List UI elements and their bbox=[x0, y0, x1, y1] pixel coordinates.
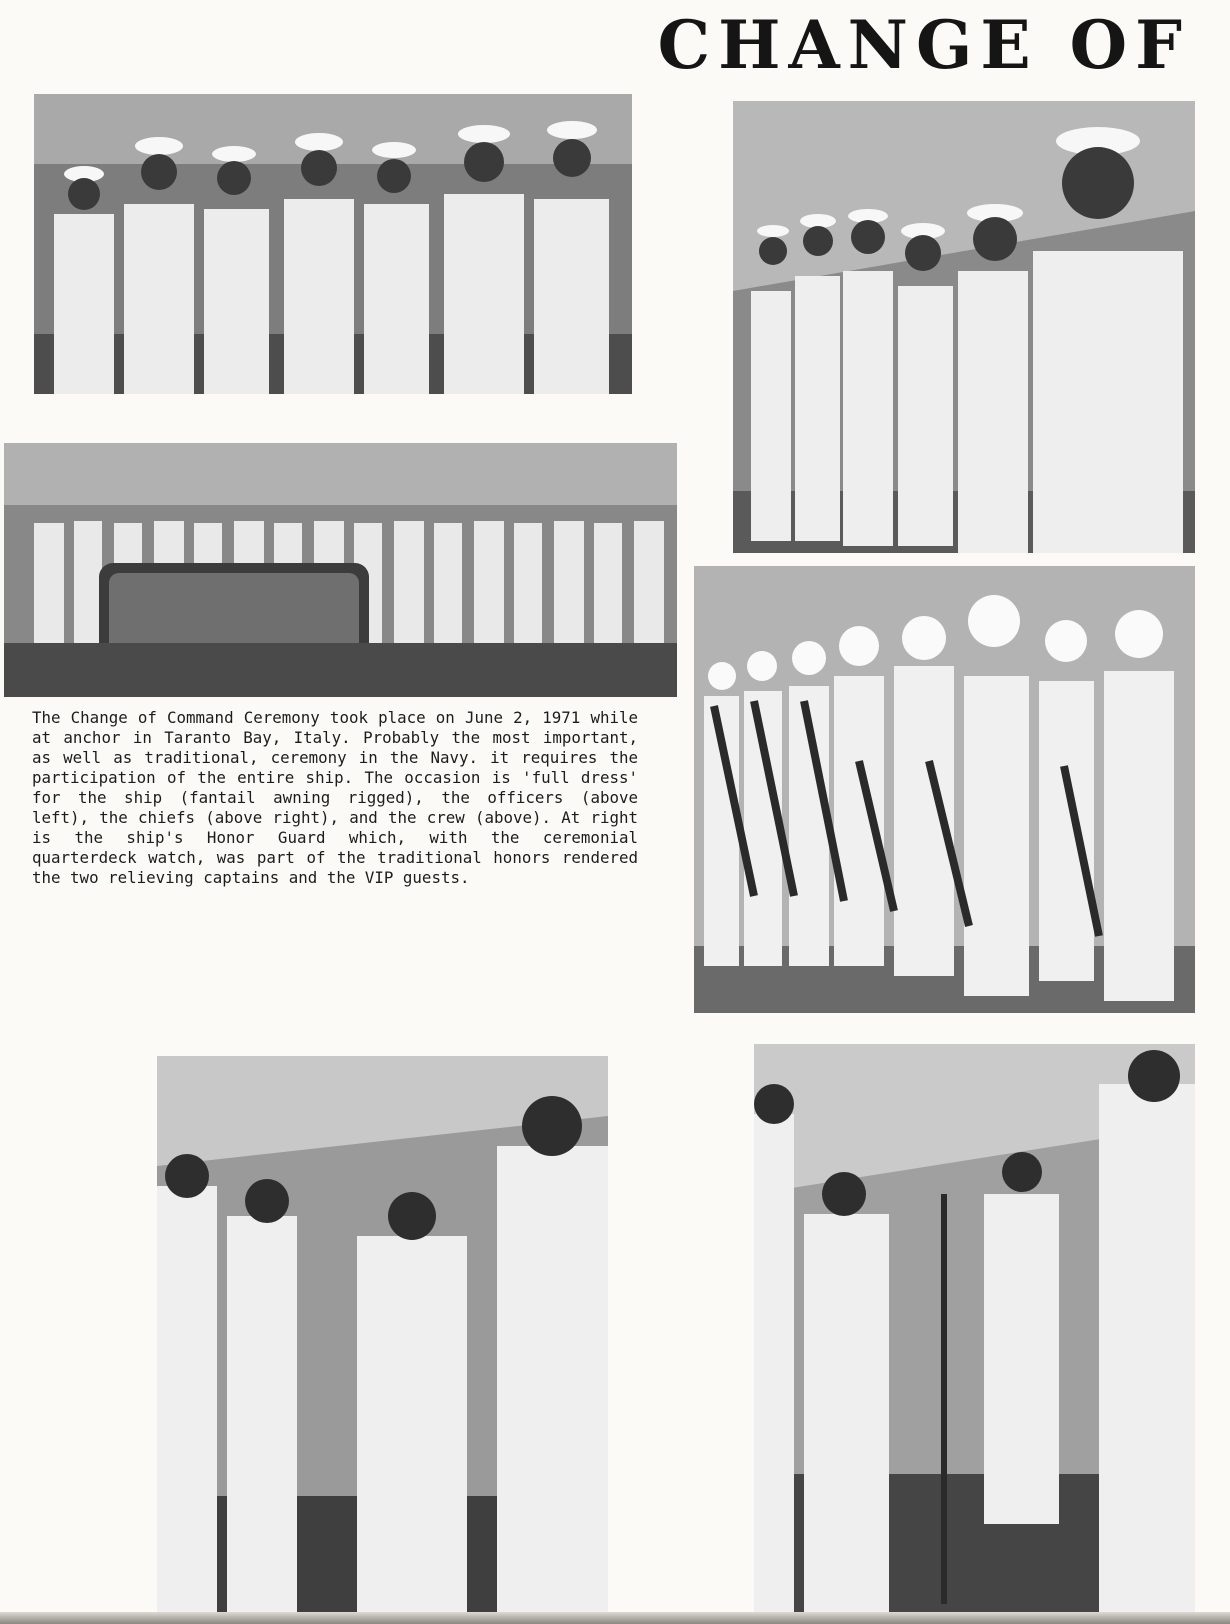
photo-officer-salute bbox=[157, 1056, 608, 1620]
photo-captain-gangway bbox=[754, 1044, 1195, 1624]
page-bottom-edge bbox=[0, 1612, 1230, 1624]
photo-honor-guard bbox=[694, 566, 1195, 1013]
photo-officers bbox=[34, 94, 632, 394]
photo-crew bbox=[4, 443, 677, 697]
photo-chiefs bbox=[733, 101, 1195, 553]
caption-paragraph: The Change of Command Ceremony took place on June 2, 1971 while at anchor in Taranto Bay, Italy. Probably the most important, as well as traditional, ceremony in the Navy. it requires the participation of the entire ship. The occasion is 'full dress' for the ship (fantail awning rigged), the officers (above left), the chiefs (above right), and the crew (above). At right is the ship's Honor Guard which, with the ceremonial quarterdeck watch, was part of the traditional honors rendered the two relieving captains and the VIP guests. bbox=[32, 708, 638, 887]
caption-text bbox=[32, 708, 638, 888]
page-title: CHANGE OF bbox=[657, 6, 1190, 84]
